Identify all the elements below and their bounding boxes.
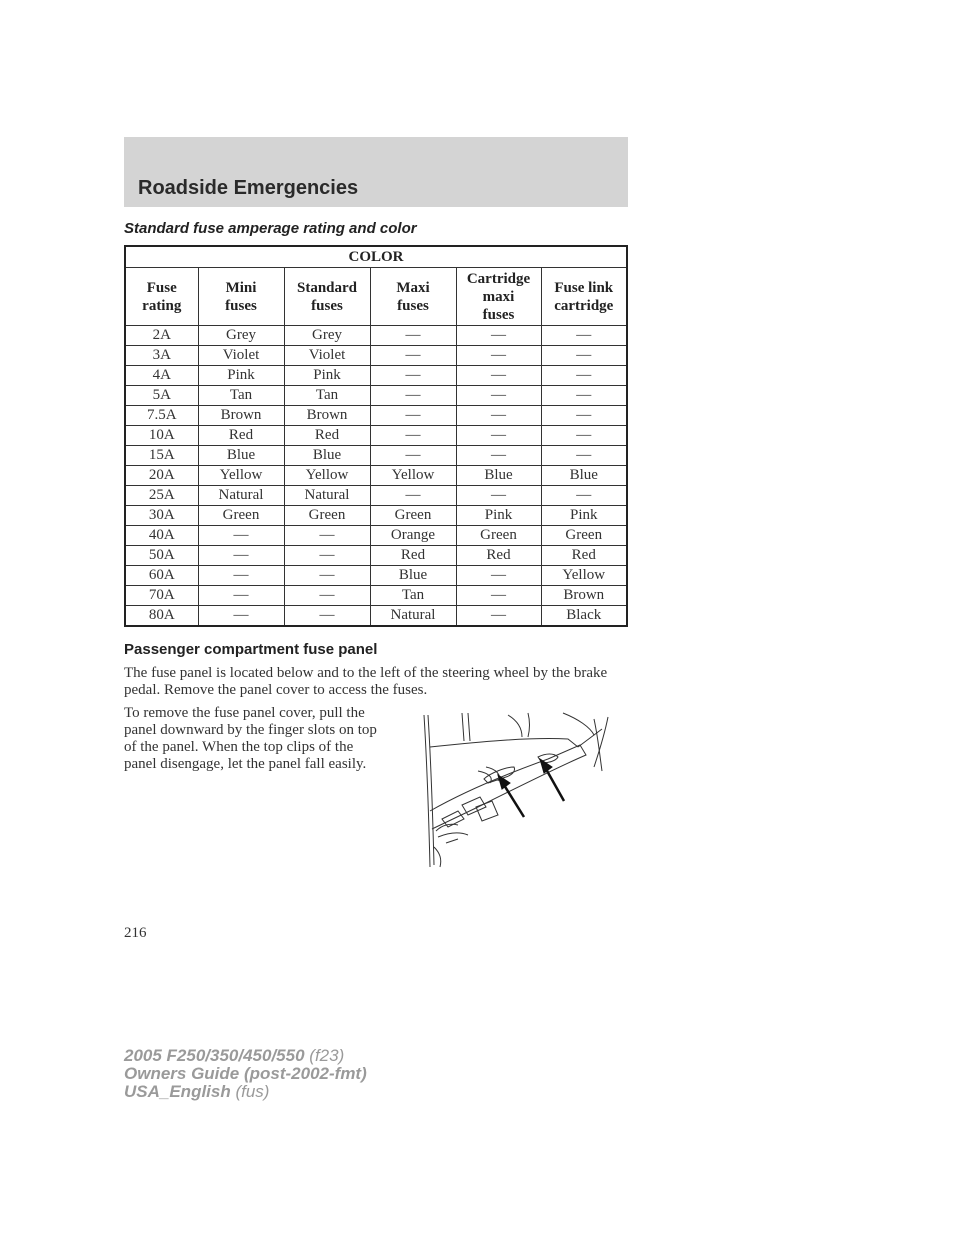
color-cell: — bbox=[456, 606, 541, 627]
color-cell: Pink bbox=[284, 366, 370, 386]
color-cell: — bbox=[198, 606, 284, 627]
color-cell: — bbox=[370, 406, 456, 426]
column-header-line: Mini bbox=[225, 279, 257, 296]
table-row bbox=[125, 486, 627, 506]
column-header bbox=[198, 268, 284, 326]
table-row bbox=[125, 426, 627, 446]
column-header bbox=[125, 268, 198, 326]
color-cell: Blue bbox=[456, 466, 541, 486]
column-header-line: rating bbox=[142, 297, 182, 314]
column-header-line: fuses bbox=[225, 297, 257, 314]
footer-model-code: (f23) bbox=[304, 1046, 345, 1065]
fuse-panel-illustration bbox=[418, 707, 618, 872]
document-footer bbox=[124, 1047, 367, 1101]
column-header-line: fuses bbox=[482, 306, 515, 323]
color-cell: — bbox=[541, 346, 627, 366]
color-cell: — bbox=[370, 446, 456, 466]
color-cell: Violet bbox=[284, 346, 370, 366]
color-cell: — bbox=[456, 406, 541, 426]
color-cell: — bbox=[541, 406, 627, 426]
color-cell: Yellow bbox=[541, 566, 627, 586]
column-header-line: Fuse bbox=[146, 279, 177, 296]
color-cell: Pink bbox=[198, 366, 284, 386]
column-header bbox=[284, 268, 370, 326]
color-cell: Black bbox=[541, 606, 627, 627]
table-row bbox=[125, 446, 627, 466]
color-cell: — bbox=[456, 346, 541, 366]
color-cell: — bbox=[198, 566, 284, 586]
table-column-headers bbox=[125, 268, 627, 326]
color-cell: — bbox=[284, 606, 370, 627]
color-cell: — bbox=[541, 326, 627, 346]
column-header bbox=[456, 268, 541, 326]
footer-line-guide bbox=[124, 1065, 367, 1083]
color-cell: Yellow bbox=[198, 466, 284, 486]
color-cell: — bbox=[198, 586, 284, 606]
fuse-rating-cell: 80A bbox=[125, 606, 198, 627]
color-cell: Blue bbox=[198, 446, 284, 466]
fuse-rating-cell: 15A bbox=[125, 446, 198, 466]
footer-language: USA_English bbox=[124, 1082, 231, 1101]
color-cell: — bbox=[370, 326, 456, 346]
color-cell: Red bbox=[370, 546, 456, 566]
color-cell: — bbox=[284, 546, 370, 566]
color-cell: — bbox=[456, 566, 541, 586]
color-cell: Grey bbox=[198, 326, 284, 346]
color-cell: Natural bbox=[198, 486, 284, 506]
color-cell: Orange bbox=[370, 526, 456, 546]
footer-guide: Owners Guide (post-2002-fmt) bbox=[124, 1064, 367, 1083]
color-cell: — bbox=[456, 386, 541, 406]
color-cell: Brown bbox=[541, 586, 627, 606]
color-cell: Tan bbox=[370, 586, 456, 606]
color-cell: — bbox=[541, 366, 627, 386]
table-row bbox=[125, 366, 627, 386]
color-cell: Blue bbox=[541, 466, 627, 486]
column-header-line: Standard bbox=[296, 279, 358, 296]
color-cell: — bbox=[370, 426, 456, 446]
color-cell: Blue bbox=[370, 566, 456, 586]
color-cell: — bbox=[456, 446, 541, 466]
section-header-band bbox=[124, 137, 628, 207]
color-cell: Pink bbox=[456, 506, 541, 526]
color-cell: Brown bbox=[284, 406, 370, 426]
page-number: 216 bbox=[124, 925, 147, 941]
fuse-rating-cell: 4A bbox=[125, 366, 198, 386]
color-cell: — bbox=[541, 446, 627, 466]
column-header-line: Maxi bbox=[396, 279, 430, 296]
color-cell: Pink bbox=[541, 506, 627, 526]
footer-line-language bbox=[124, 1083, 367, 1101]
color-cell: — bbox=[198, 546, 284, 566]
color-cell: Red bbox=[198, 426, 284, 446]
fuse-rating-cell: 70A bbox=[125, 586, 198, 606]
table-row bbox=[125, 506, 627, 526]
color-cell: — bbox=[284, 526, 370, 546]
color-cell: — bbox=[456, 426, 541, 446]
table-row bbox=[125, 546, 627, 566]
section-heading: Passenger compartment fuse panel bbox=[124, 641, 378, 658]
color-cell: Green bbox=[198, 506, 284, 526]
color-cell: — bbox=[370, 486, 456, 506]
color-cell: Grey bbox=[284, 326, 370, 346]
footer-model: 2005 F250/350/450/550 bbox=[124, 1046, 305, 1065]
color-cell: Green bbox=[370, 506, 456, 526]
paragraph-location: The fuse panel is located below and to the left of the steering wheel by the brake pedal. Remove the panel cover to access the fuses. bbox=[124, 665, 608, 698]
color-cell: — bbox=[456, 366, 541, 386]
table-row bbox=[125, 466, 627, 486]
column-header-line: maxi bbox=[482, 288, 515, 305]
color-cell: Natural bbox=[284, 486, 370, 506]
color-cell: Tan bbox=[198, 386, 284, 406]
fuse-color-table bbox=[124, 245, 628, 627]
color-cell: — bbox=[284, 566, 370, 586]
fuse-rating-cell: 60A bbox=[125, 566, 198, 586]
table-row bbox=[125, 346, 627, 366]
color-cell: Violet bbox=[198, 346, 284, 366]
fuse-rating-cell: 10A bbox=[125, 426, 198, 446]
table-row bbox=[125, 566, 627, 586]
table-row bbox=[125, 526, 627, 546]
color-cell: — bbox=[370, 366, 456, 386]
table-row bbox=[125, 326, 627, 346]
column-header-line: Fuse link bbox=[554, 279, 614, 296]
table-group-header: COLOR bbox=[125, 246, 627, 268]
color-cell: Red bbox=[456, 546, 541, 566]
footer-line-model bbox=[124, 1047, 367, 1065]
column-header-line: cartridge bbox=[554, 297, 614, 314]
fuse-rating-cell: 2A bbox=[125, 326, 198, 346]
column-header bbox=[541, 268, 627, 326]
color-cell: Green bbox=[284, 506, 370, 526]
table-row bbox=[125, 606, 627, 627]
color-cell: — bbox=[370, 386, 456, 406]
color-cell: — bbox=[370, 346, 456, 366]
color-cell: — bbox=[198, 526, 284, 546]
fuse-rating-cell: 5A bbox=[125, 386, 198, 406]
fuse-rating-cell: 40A bbox=[125, 526, 198, 546]
fuse-rating-cell: 7.5A bbox=[125, 406, 198, 426]
color-cell: Tan bbox=[284, 386, 370, 406]
column-header-line: fuses bbox=[311, 297, 343, 314]
table-row bbox=[125, 406, 627, 426]
color-cell: — bbox=[284, 586, 370, 606]
color-cell: Yellow bbox=[284, 466, 370, 486]
fuse-rating-cell: 50A bbox=[125, 546, 198, 566]
paragraph-removal: To remove the fuse panel cover, pull the panel downward by the finger slots on top of the panel. When the top clips of the panel disengage, let the panel fall easily. bbox=[124, 705, 377, 772]
column-header bbox=[370, 268, 456, 326]
color-cell: Natural bbox=[370, 606, 456, 627]
section-title: Roadside Emergencies bbox=[138, 177, 359, 199]
fuse-rating-cell: 20A bbox=[125, 466, 198, 486]
color-cell: Green bbox=[456, 526, 541, 546]
color-cell: — bbox=[456, 326, 541, 346]
column-header-line: fuses bbox=[397, 297, 429, 314]
fuse-rating-cell: 25A bbox=[125, 486, 198, 506]
color-cell: — bbox=[456, 586, 541, 606]
table-row bbox=[125, 386, 627, 406]
color-cell: — bbox=[541, 486, 627, 506]
color-cell: Blue bbox=[284, 446, 370, 466]
color-cell: Red bbox=[541, 546, 627, 566]
column-header-line: Cartridge bbox=[466, 270, 531, 287]
color-cell: — bbox=[541, 386, 627, 406]
color-cell: Red bbox=[284, 426, 370, 446]
fuse-rating-cell: 30A bbox=[125, 506, 198, 526]
color-cell: Green bbox=[541, 526, 627, 546]
color-cell: — bbox=[456, 486, 541, 506]
fuse-rating-cell: 3A bbox=[125, 346, 198, 366]
color-cell: Brown bbox=[198, 406, 284, 426]
color-cell: — bbox=[541, 426, 627, 446]
table-row bbox=[125, 586, 627, 606]
table-caption: Standard fuse amperage rating and color bbox=[124, 220, 417, 237]
table-body bbox=[125, 326, 627, 627]
footer-language-code: (fus) bbox=[230, 1082, 270, 1101]
color-cell: Yellow bbox=[370, 466, 456, 486]
